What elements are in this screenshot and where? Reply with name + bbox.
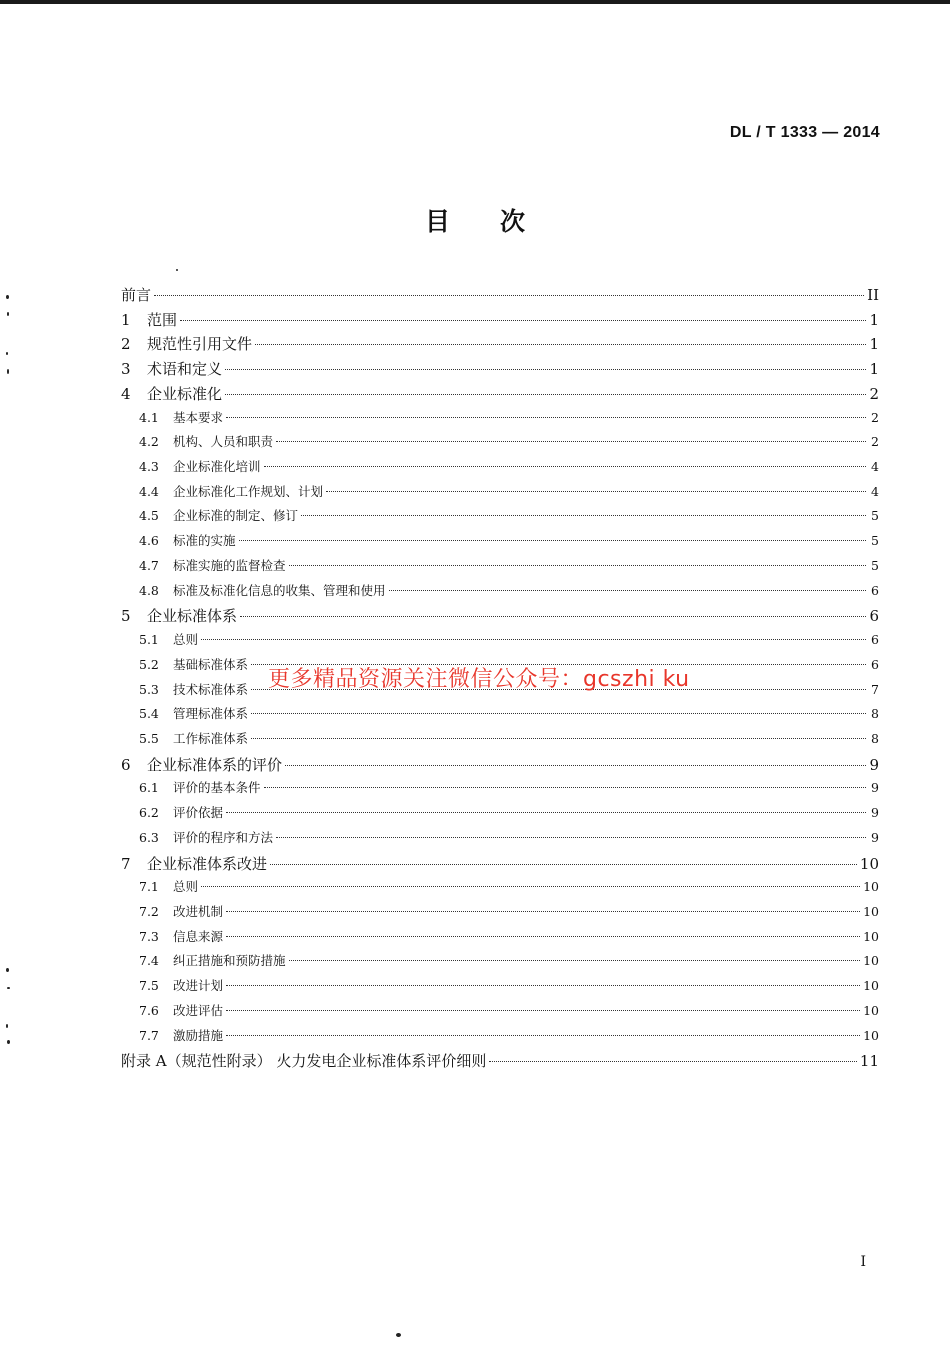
toc-entry-title: 企业标准体系的评价 xyxy=(147,755,283,774)
toc-entry-number: 5.2 xyxy=(139,656,159,672)
toc-entry xyxy=(121,927,879,952)
toc-entry-number: 4.4 xyxy=(139,483,159,499)
toc-dot-leader xyxy=(225,369,866,370)
toc-dot-leader xyxy=(201,886,860,887)
toc-entry-page: 9 xyxy=(871,829,879,845)
toc-entry-page: 1 xyxy=(869,360,879,379)
toc-entry-number: 7.1 xyxy=(139,879,159,895)
scan-speck xyxy=(396,1333,401,1337)
toc-entry xyxy=(121,902,879,927)
toc-entry-number: 5 xyxy=(121,607,131,626)
toc-dot-leader xyxy=(239,540,866,541)
toc-entry-number: 5.5 xyxy=(139,730,159,746)
toc-entry-page: 8 xyxy=(871,706,879,722)
toc-entry xyxy=(121,1001,879,1026)
toc-entry-title: 机构、人员和职责 xyxy=(173,434,274,450)
toc-entry xyxy=(121,1050,879,1075)
toc-entry-page: 1 xyxy=(869,335,879,354)
toc-entry-number: 5.1 xyxy=(139,632,159,648)
toc-entry-page: 6 xyxy=(869,607,879,626)
top-border-rule xyxy=(0,0,950,4)
toc-entry-title: 企业标准化 xyxy=(147,384,223,403)
toc-dot-leader xyxy=(264,787,866,788)
toc-entry xyxy=(121,581,879,606)
toc-entry-title: 评价的基本条件 xyxy=(173,780,261,796)
toc-dot-leader xyxy=(226,1010,860,1011)
toc-entry xyxy=(121,704,879,729)
toc-entry-page: 10 xyxy=(863,978,879,994)
toc-entry-number: 4.1 xyxy=(139,409,159,425)
toc-entry-page: 9 xyxy=(871,780,879,796)
toc-entry-title: 评价的程序和方法 xyxy=(173,829,274,845)
toc-entry xyxy=(121,457,879,482)
toc-entry-page: 10 xyxy=(863,1002,879,1018)
toc-entry-page: 9 xyxy=(871,805,879,821)
toc-entry xyxy=(121,754,879,779)
toc-entry-number: 6.3 xyxy=(139,829,159,845)
toc-entry-title: 管理标准体系 xyxy=(173,706,249,722)
toc-entry-page: 10 xyxy=(863,1027,879,1043)
toc-entry-page: 2 xyxy=(871,434,879,450)
scan-speck xyxy=(6,295,9,299)
toc-entry-title: 激励措施 xyxy=(173,1027,224,1043)
toc-entry-number: 6.2 xyxy=(139,805,159,821)
toc-entry-page: 10 xyxy=(863,928,879,944)
toc-dot-leader xyxy=(226,936,860,937)
scan-speck xyxy=(7,987,10,989)
toc-entry-page: 9 xyxy=(869,755,879,774)
toc-entry xyxy=(121,482,879,507)
toc-entry xyxy=(121,408,879,433)
toc-entry xyxy=(121,951,879,976)
toc-entry-number: 7.3 xyxy=(139,928,159,944)
toc-entry-page: 10 xyxy=(863,879,879,895)
toc-entry-page: 7 xyxy=(871,681,879,697)
toc-entry-number: 7 xyxy=(121,854,131,873)
toc-entry-title: 标准实施的监督检查 xyxy=(173,557,286,573)
toc-dot-leader xyxy=(255,344,866,345)
toc-entry-title: 改进机制 xyxy=(173,903,224,919)
toc-entry-title: 标准的实施 xyxy=(173,533,236,549)
toc-entry-page: 4 xyxy=(871,459,879,475)
toc-dot-leader xyxy=(226,985,860,986)
toc-dot-leader xyxy=(226,812,866,813)
scan-speck xyxy=(6,968,9,972)
toc-dot-leader xyxy=(251,738,866,739)
toc-entry-title: 纠正措施和预防措施 xyxy=(173,953,286,969)
toc-dot-leader xyxy=(240,616,866,617)
toc-entry-number: 4.8 xyxy=(139,582,159,598)
toc-entry xyxy=(121,556,879,581)
toc-dot-leader xyxy=(180,320,866,321)
toc-entry-number: 4.5 xyxy=(139,508,159,524)
toc-entry xyxy=(121,853,879,878)
document-code: DL / T 1333 — 2014 xyxy=(729,124,880,141)
toc-dot-leader xyxy=(489,1061,857,1062)
toc-entry-title: 技术标准体系 xyxy=(173,681,249,697)
page-title: 目次 xyxy=(424,207,575,236)
page-number: I xyxy=(860,1254,866,1270)
toc-entry-number: 1 xyxy=(121,310,131,329)
toc-entry-page: 10 xyxy=(863,903,879,919)
toc-entry-title: 术语和定义 xyxy=(147,360,223,379)
toc-dot-leader xyxy=(225,394,866,395)
toc-entry-title: 企业标准化工作规划、计划 xyxy=(173,483,324,499)
toc-entry-title: 前言 xyxy=(121,286,152,304)
toc-entry-page: 5 xyxy=(871,557,879,573)
toc-entry-number: 2 xyxy=(121,335,131,354)
toc-entry xyxy=(121,432,879,457)
toc-entry-title: 企业标准化培训 xyxy=(173,459,261,475)
toc-dot-leader xyxy=(301,515,866,516)
toc-entry xyxy=(121,630,879,655)
toc-entry-number: 7.2 xyxy=(139,903,159,919)
toc-entry-title: 基本要求 xyxy=(173,409,224,425)
toc-entry-number: 6 xyxy=(121,755,131,774)
toc-entry xyxy=(121,605,879,630)
watermark-text: 更多精品资源关注微信公众号：gcszhi ku xyxy=(268,667,690,692)
toc-dot-leader xyxy=(270,864,857,865)
scan-speck xyxy=(7,1040,10,1044)
toc-entry-title: 标准及标准化信息的收集、管理和使用 xyxy=(173,582,386,598)
toc-entry xyxy=(121,358,879,383)
scan-speck xyxy=(7,312,9,316)
toc-dot-leader xyxy=(226,911,860,912)
toc-entry-number: 5.3 xyxy=(139,681,159,697)
toc-entry-title: 规范性引用文件 xyxy=(147,335,253,354)
scan-speck xyxy=(6,352,8,355)
toc-entry-page: 8 xyxy=(871,730,879,746)
toc-entry-page: 10 xyxy=(859,854,879,873)
toc-dot-leader xyxy=(226,417,866,418)
scan-speck xyxy=(176,269,178,271)
toc-entry-title: 总则 xyxy=(173,632,199,648)
toc-entry-page: 6 xyxy=(871,582,879,598)
toc-entry-title: 企业标准体系改进 xyxy=(147,854,268,873)
toc-entry xyxy=(121,976,879,1001)
toc-entry-number: 3 xyxy=(121,360,131,379)
toc-dot-leader xyxy=(251,713,866,714)
toc-dot-leader xyxy=(276,441,866,442)
toc-entry-page: 5 xyxy=(871,533,879,549)
toc-entry-title: 总则 xyxy=(173,879,199,895)
toc-entry-page: 2 xyxy=(869,384,879,403)
toc-entry-title: 改进评估 xyxy=(173,1002,224,1018)
toc-entry xyxy=(121,284,879,309)
toc-entry-page: 4 xyxy=(871,483,879,499)
toc-entry-page: 5 xyxy=(871,508,879,524)
toc-entry xyxy=(121,729,879,754)
toc-entry-number: 4.2 xyxy=(139,434,159,450)
toc-entry xyxy=(121,778,879,803)
toc-entry xyxy=(121,506,879,531)
scan-speck xyxy=(7,369,9,374)
toc-entry-number: 7.5 xyxy=(139,978,159,994)
toc-dot-leader xyxy=(285,765,866,766)
toc-entry-number: 7.6 xyxy=(139,1002,159,1018)
toc-dot-leader xyxy=(264,466,866,467)
toc-entry-title: 改进计划 xyxy=(173,978,224,994)
toc-dot-leader xyxy=(276,837,866,838)
toc-entry xyxy=(121,1026,879,1051)
toc-entry-page: II xyxy=(867,286,879,304)
toc-dot-leader xyxy=(326,491,866,492)
toc-entry-page: 11 xyxy=(859,1052,879,1071)
toc-entry-number: 4.6 xyxy=(139,533,159,549)
toc-entry-title: 基础标准体系 xyxy=(173,656,249,672)
toc-entry-number: 7.4 xyxy=(139,953,159,969)
toc-entry-number: 6.1 xyxy=(139,780,159,796)
toc-entry-title: 企业标准体系 xyxy=(147,607,238,626)
toc-entry-page: 10 xyxy=(863,953,879,969)
toc-entry-title: 范围 xyxy=(147,310,178,329)
toc-entry-title: 企业标准的制定、修订 xyxy=(173,508,299,524)
toc-entry-title: 信息来源 xyxy=(173,928,224,944)
toc-entry xyxy=(121,803,879,828)
toc-dot-leader xyxy=(154,295,864,296)
toc-dot-leader xyxy=(226,1035,860,1036)
toc-entry-title: 附录 A（规范性附录） 火力发电企业标准体系评价细则 xyxy=(121,1052,487,1071)
toc-dot-leader xyxy=(289,960,861,961)
toc-entry xyxy=(121,828,879,853)
toc-entry-number: 4.3 xyxy=(139,459,159,475)
toc-entry xyxy=(121,877,879,902)
toc-entry xyxy=(121,531,879,556)
toc-entry-number: 7.7 xyxy=(139,1027,159,1043)
toc-entry-page: 6 xyxy=(871,656,879,672)
toc-entry xyxy=(121,309,879,334)
scan-speck xyxy=(6,1024,8,1028)
toc-entry-number: 4 xyxy=(121,384,131,403)
toc-entry-number: 4.7 xyxy=(139,557,159,573)
toc-entry-page: 6 xyxy=(871,632,879,648)
toc-dot-leader xyxy=(389,590,866,591)
toc-entry-page: 1 xyxy=(869,310,879,329)
toc-entry xyxy=(121,383,879,408)
toc-dot-leader xyxy=(201,639,866,640)
toc-entry-title: 评价依据 xyxy=(173,805,224,821)
toc-entry-page: 2 xyxy=(871,409,879,425)
toc-entry-number: 5.4 xyxy=(139,706,159,722)
toc-entry xyxy=(121,333,879,358)
toc-dot-leader xyxy=(289,565,866,566)
toc-entry-title: 工作标准体系 xyxy=(173,730,249,746)
